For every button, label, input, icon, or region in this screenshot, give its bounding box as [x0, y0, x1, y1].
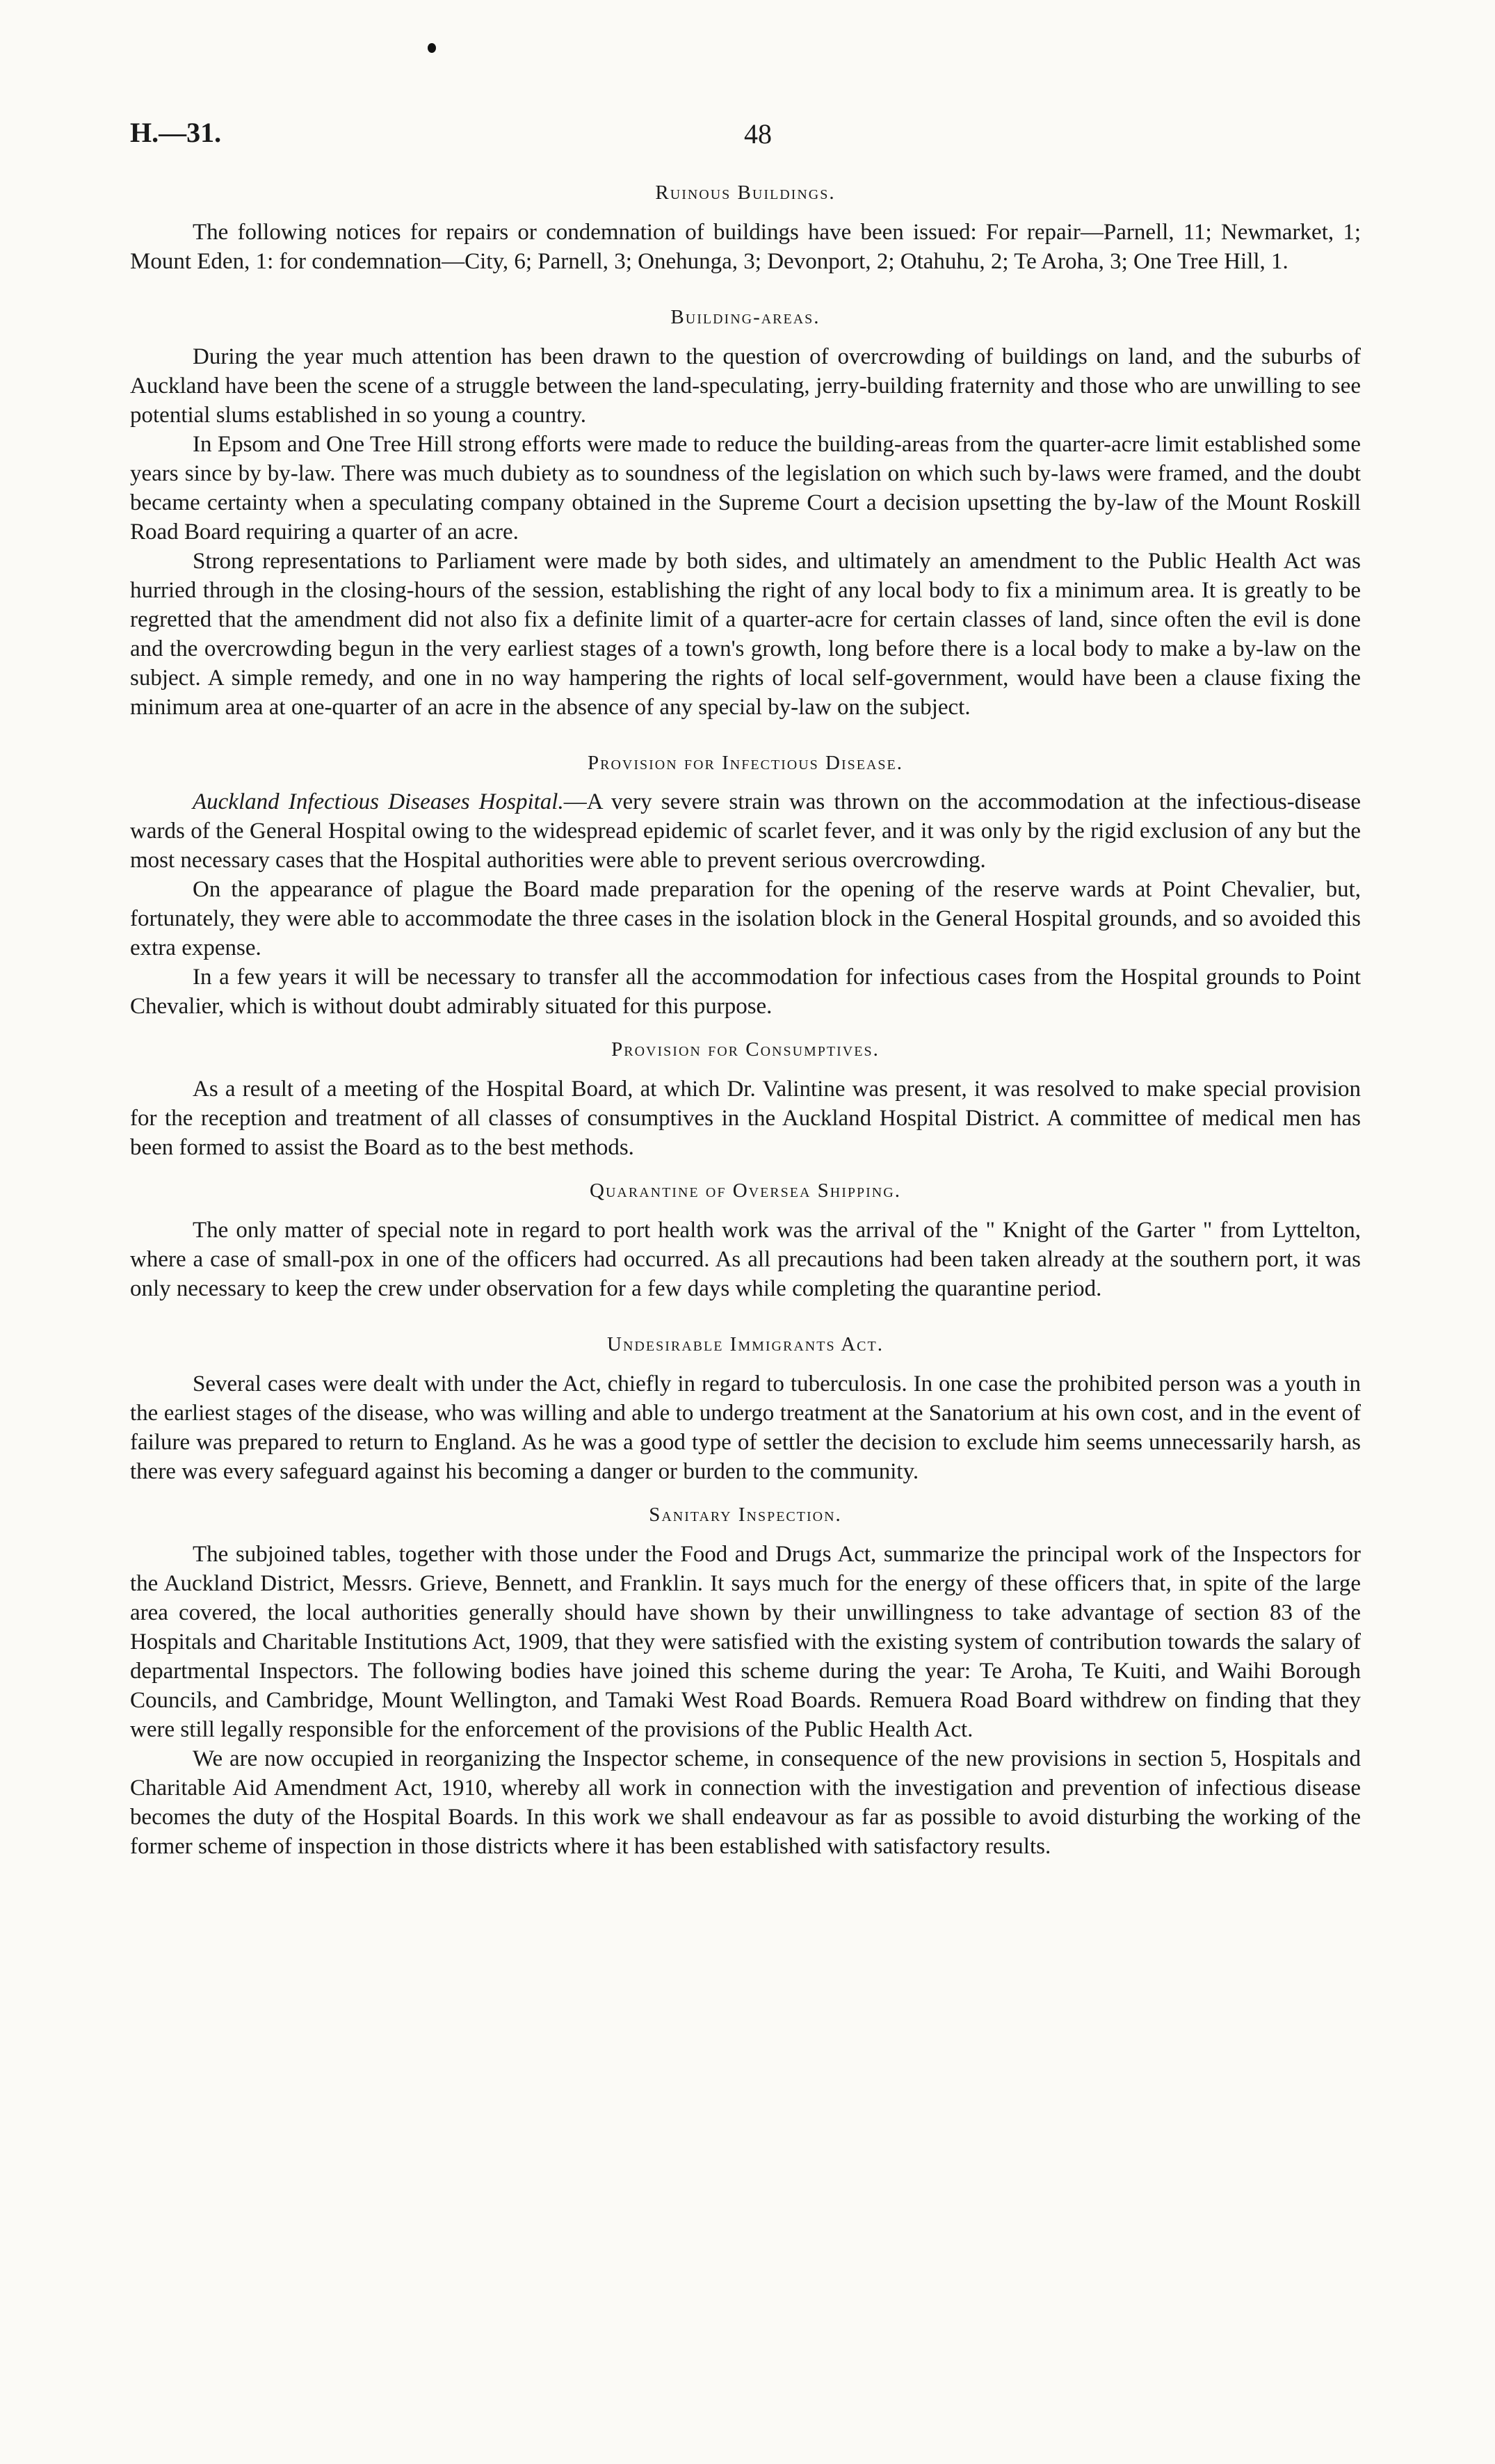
section-quarantine — [130, 1179, 1361, 1303]
paragraph: As a result of a meeting of the Hospital Board, at which Dr. Valintine was present, it was resolved to make special provision for the reception and treatment of all classes of consumptives in the Auckland Hospital District. A committee of medical men has been formed to assist the Board as to the best methods. — [130, 1077, 1361, 1161]
paragraph: Several cases were dealt with under the Act, chiefly in regard to tuberculosis. In one case the prohibited person was a youth in the earliest stages of the disease, who was willing and able to undergo treatment at the Sanatorium at his own cost, and in the event of failure was prepared to return to England. As he was a good type of settler the decision to exclude him seems unnecessarily harsh, as there was every safeguard against his becoming a danger or burden to the community. — [130, 1371, 1361, 1484]
paragraph: On the appearance of plague the Board made preparation for the opening of the reserve wards at Point Chevalier, but, fortunately, they were able to accommodate the three cases in the isolation block in the General Hospital grounds, and so avoided this extra expense. — [130, 877, 1361, 961]
paragraph: We are now occupied in reorganizing the Inspector scheme, in consequence of the new provisions in section 5, Hospitals and Charitable Aid Amendment Act, 1910, whereby all work in connection with the investigation and prevention of infectious disease becomes the duty of the Hospital Boards. In this work we shall endeavour as far as possible to avoid disturbing the working of the former scheme of inspection in those districts where it has been established with satisfactory results. — [130, 1746, 1361, 1859]
section-consumptives — [130, 1038, 1361, 1162]
section-heading: Provision for Infectious Disease. — [588, 751, 903, 774]
section-heading: Building-areas. — [670, 305, 821, 328]
section-infectious-disease — [130, 751, 1361, 1022]
paragraph: The only matter of special note in regard to port health work was the arrival of the " Knight of the Garter " from Lyttelton, where a case of small-pox in one of the officers had occurred. As all precautions had been taken already at the southern port, it was only necessary to keep the crew under observation for a few days while completing the quarantine period. — [130, 1217, 1361, 1301]
paragraph: During the year much attention has been drawn to the question of overcrowding of buildings on land, and the suburbs of Auckland have been the scene of a struggle between the land-speculating, jerry-building fraternity and those who are unwilling to see potential slums established in so young a country. — [130, 344, 1361, 428]
section-heading: Undesirable Immigrants Act. — [607, 1332, 884, 1355]
page-body — [130, 181, 1361, 1861]
italic-lead-title: Auckland Infectious Diseases Hospital. — [193, 789, 564, 815]
paragraph: In a few years it will be necessary to transfer all the accommodation for infectious cases from the Hospital grounds to Point Chevalier, which is without doubt admirably situated for this purpose. — [130, 965, 1361, 1020]
document-reference: H.—31. — [130, 117, 222, 148]
paragraph: Strong representations to Parliament were made by both sides, and ultimately an amendment to the Public Health Act was hurried through in the closing-hours of the session, establishing the right of any local body to fix a minimum area. It is greatly to be regretted that the amendment did not also fix a definite limit of a quarter-acre for certain classes of land, since often the evil is done and the overcrowding begun in the very earliest stages of a town's growth, long before there is a local body to make a by-law on the subject. A simple remedy, and one in no way hampering the rights of local self-government, would have been a clause fixing the minimum area at one-quarter of an acre in the absence of any special by-law on the subject. — [130, 548, 1361, 720]
paragraph: The subjoined tables, together with those under the Food and Drugs Act, summarize the principal work of the Inspectors for the Auckland District, Messrs. Grieve, Bennett, and Franklin. It says much for the energy of these officers that, in spite of the large area covered, the local authorities generally should have shown by their unwillingness to take advantage of section 83 of the Hospitals and Charitable Institutions Act, 1909, that they were satisfied with the existing system of contribution towards the salary of departmental Inspectors. The following bodies have joined this scheme during the year: Te Aroha, Te Kuiti, and Waihi Borough Councils, and Cambridge, Mount Wellington, and Tamaki West Road Boards. Remuera Road Board withdrew on finding that they were still legally responsible for the enforcement of the provisions of the Public Health Act. — [130, 1541, 1361, 1742]
lead-text: —A very severe strain was thrown on the accommodation at the infectious-disease wards of the General Hospital owing to the widespread epidemic of scarlet fever, and it was only by the rigid exclusion of any but the most necessary cases that the Hospital authorities were able to prevent serious overcrowding. — [130, 789, 1361, 873]
section-heading: Sanitary Inspection. — [649, 1503, 842, 1526]
paragraph: In Epsom and One Tree Hill strong efforts were made to reduce the building-areas from the quarter-acre limit established some years since by by-law. There was much dubiety as to soundness of the legislation on which such by-laws were framed, and the doubt became certainty when a speculating company obtained in the Supreme Court a decision upsetting the by-law of the Mount Roskill Road Board requiring a quarter of an acre. — [130, 431, 1361, 545]
section-heading: Provision for Consumptives. — [611, 1038, 880, 1061]
paragraph: The following notices for repairs or condemnation of buildings have been issued: For repair—Parnell, 11; Newmarket, 1; Mount Eden, 1: for condemnation—City, 6; Parnell, 3; Onehunga, 3; Devonport, 2; Otahuhu, 2; Te Aroha, 3; One Tree Hill, 1. — [130, 219, 1361, 274]
page-number: 48 — [744, 118, 772, 150]
section-heading: Ruinous Buildings. — [655, 182, 836, 204]
section-ruinous-buildings — [130, 181, 1361, 276]
section-building-areas — [130, 305, 1361, 722]
paragraph-lead — [130, 787, 1361, 875]
ink-dot-mark — [428, 43, 436, 53]
section-sanitary-inspection — [130, 1503, 1361, 1861]
section-heading: Quarantine of Oversea Shipping. — [590, 1179, 901, 1202]
section-immigrants-act — [130, 1332, 1361, 1486]
